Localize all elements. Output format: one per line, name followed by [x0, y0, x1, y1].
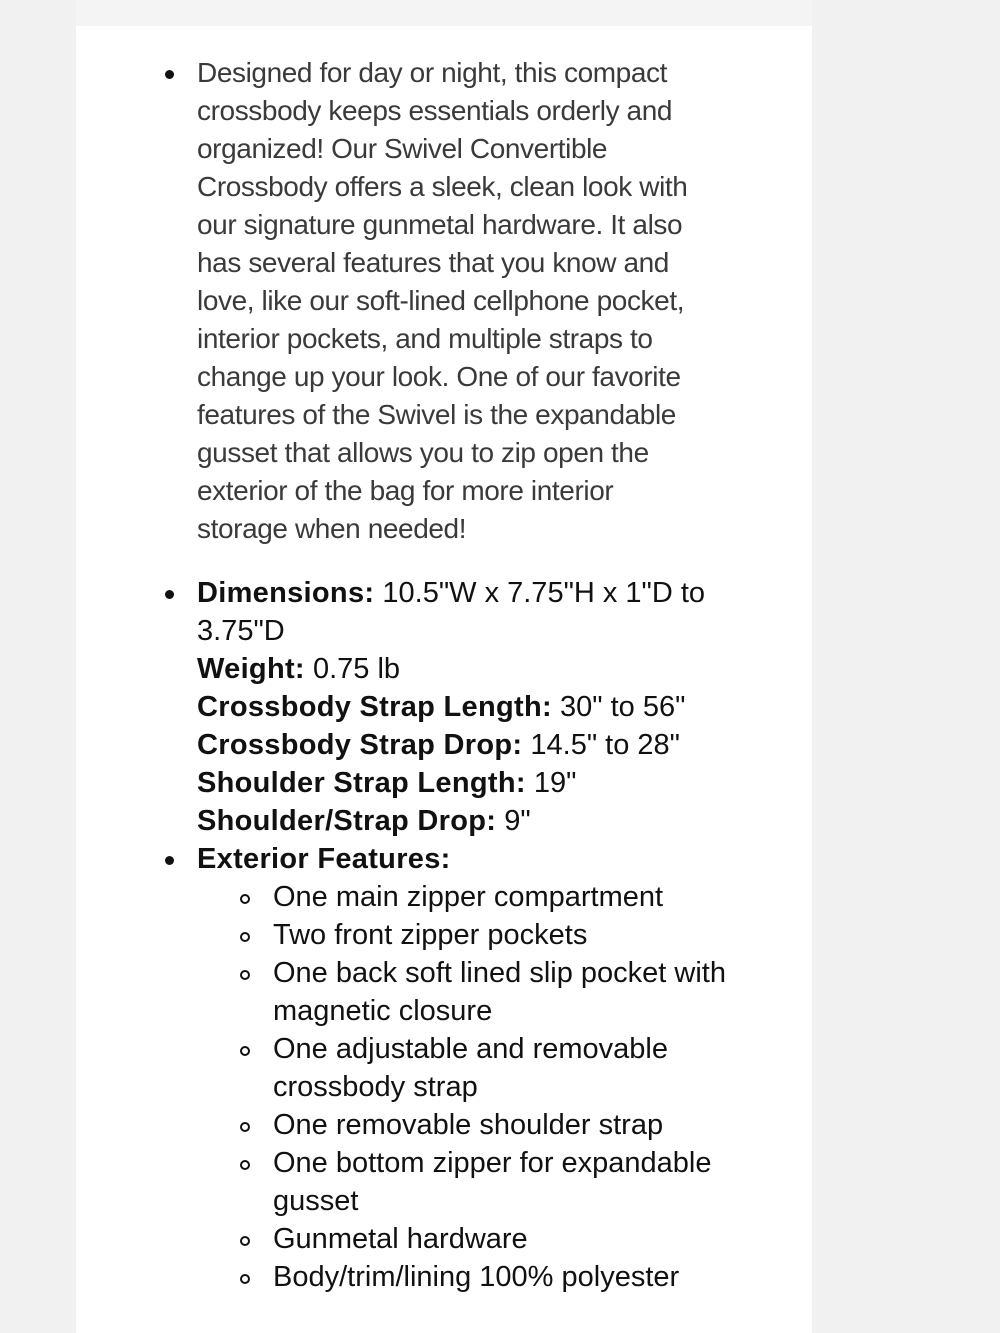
dimensions-value-continued: 3.75"D: [197, 615, 285, 647]
shoulder-strap-drop-label: Shoulder/Strap Drop:: [197, 805, 497, 837]
sub-bullet-circle: [240, 1122, 250, 1132]
crossbody-strap-drop-value: 14.5" to 28": [522, 729, 680, 761]
description-line: interior pockets, and multiple straps to: [197, 323, 653, 354]
weight-value: 0.75 lb: [304, 653, 401, 685]
feature-text: Body/trim/lining 100% polyester: [273, 1261, 680, 1293]
description-line: crossbody keeps essentials orderly and: [197, 95, 673, 126]
description-line: storage when needed!: [197, 513, 467, 544]
crossbody-strap-length-spec: [197, 688, 797, 726]
bullet-dot: [165, 856, 174, 865]
dimensions-spec: [197, 574, 797, 612]
crossbody-strap-drop-label: Crossbody Strap Drop:: [197, 729, 523, 761]
description-line: Designed for day or night, this compact: [197, 57, 667, 88]
sub-bullet-circle: [240, 1236, 250, 1246]
weight-spec: [197, 650, 797, 688]
right-margin: [812, 0, 1000, 1333]
dimensions-spec-continued: [197, 612, 797, 650]
feature-item: [273, 1144, 793, 1220]
sub-bullet-circle: [240, 1046, 250, 1056]
feature-item: [273, 916, 793, 954]
description-line: Crossbody offers a sleek, clean look with: [197, 171, 688, 202]
exterior-features-label: Exterior Features:: [197, 843, 451, 875]
bullet-dot: [165, 590, 174, 599]
feature-text: Gunmetal hardware: [273, 1223, 528, 1255]
dimensions-label: Dimensions:: [197, 577, 375, 609]
feature-text: One main zipper compartment: [273, 881, 664, 913]
shoulder-strap-drop-spec: [197, 802, 797, 840]
sub-bullet-circle: [240, 1274, 250, 1284]
feature-item: [273, 1220, 793, 1258]
shoulder-strap-drop-value: 9": [496, 805, 531, 837]
feature-item: [273, 878, 793, 916]
exterior-features-heading: [197, 840, 797, 878]
feature-text: One bottom zipper for expandable: [273, 1147, 712, 1179]
feature-item: [273, 1258, 793, 1296]
feature-item: [273, 954, 793, 1030]
feature-text: One adjustable and removable: [273, 1033, 668, 1065]
bullet-dot: [165, 70, 174, 79]
feature-text: One removable shoulder strap: [273, 1109, 664, 1141]
feature-text: Two front zipper pockets: [273, 919, 588, 951]
dimensions-value: 10.5"W x 7.75"H x 1"D to: [374, 577, 706, 609]
shoulder-strap-length-label: Shoulder Strap Length:: [197, 767, 526, 799]
left-margin: [0, 0, 76, 1333]
feature-item: [273, 1030, 793, 1106]
description-line: organized! Our Swivel Convertible: [197, 133, 608, 164]
product-details-card: [76, 26, 812, 1333]
feature-item: [273, 1106, 793, 1144]
product-description: [197, 54, 777, 548]
description-line: features of the Swivel is the expandable: [197, 399, 676, 430]
crossbody-strap-length-value: 30" to 56": [551, 691, 686, 723]
description-line: has several features that you know and: [197, 247, 669, 278]
sub-bullet-circle: [240, 970, 250, 980]
feature-text: One back soft lined slip pocket with: [273, 957, 726, 989]
description-line: exterior of the bag for more interior: [197, 475, 614, 506]
description-line: change up your look. One of our favorite: [197, 361, 681, 392]
crossbody-strap-drop-spec: [197, 726, 797, 764]
sub-bullet-circle: [240, 932, 250, 942]
description-line: gusset that allows you to zip open the: [197, 437, 649, 468]
description-line: our signature gunmetal hardware. It also: [197, 209, 683, 240]
sub-bullet-circle: [240, 894, 250, 904]
feature-text-continued: magnetic closure: [273, 995, 493, 1027]
shoulder-strap-length-spec: [197, 764, 797, 802]
feature-text-continued: gusset: [273, 1185, 359, 1217]
description-line: love, like our soft-lined cellphone pocket,: [197, 285, 685, 316]
weight-label: Weight:: [197, 653, 305, 685]
feature-text-continued: crossbody strap: [273, 1071, 478, 1103]
crossbody-strap-length-label: Crossbody Strap Length:: [197, 691, 552, 723]
sub-bullet-circle: [240, 1160, 250, 1170]
shoulder-strap-length-value: 19": [525, 767, 577, 799]
